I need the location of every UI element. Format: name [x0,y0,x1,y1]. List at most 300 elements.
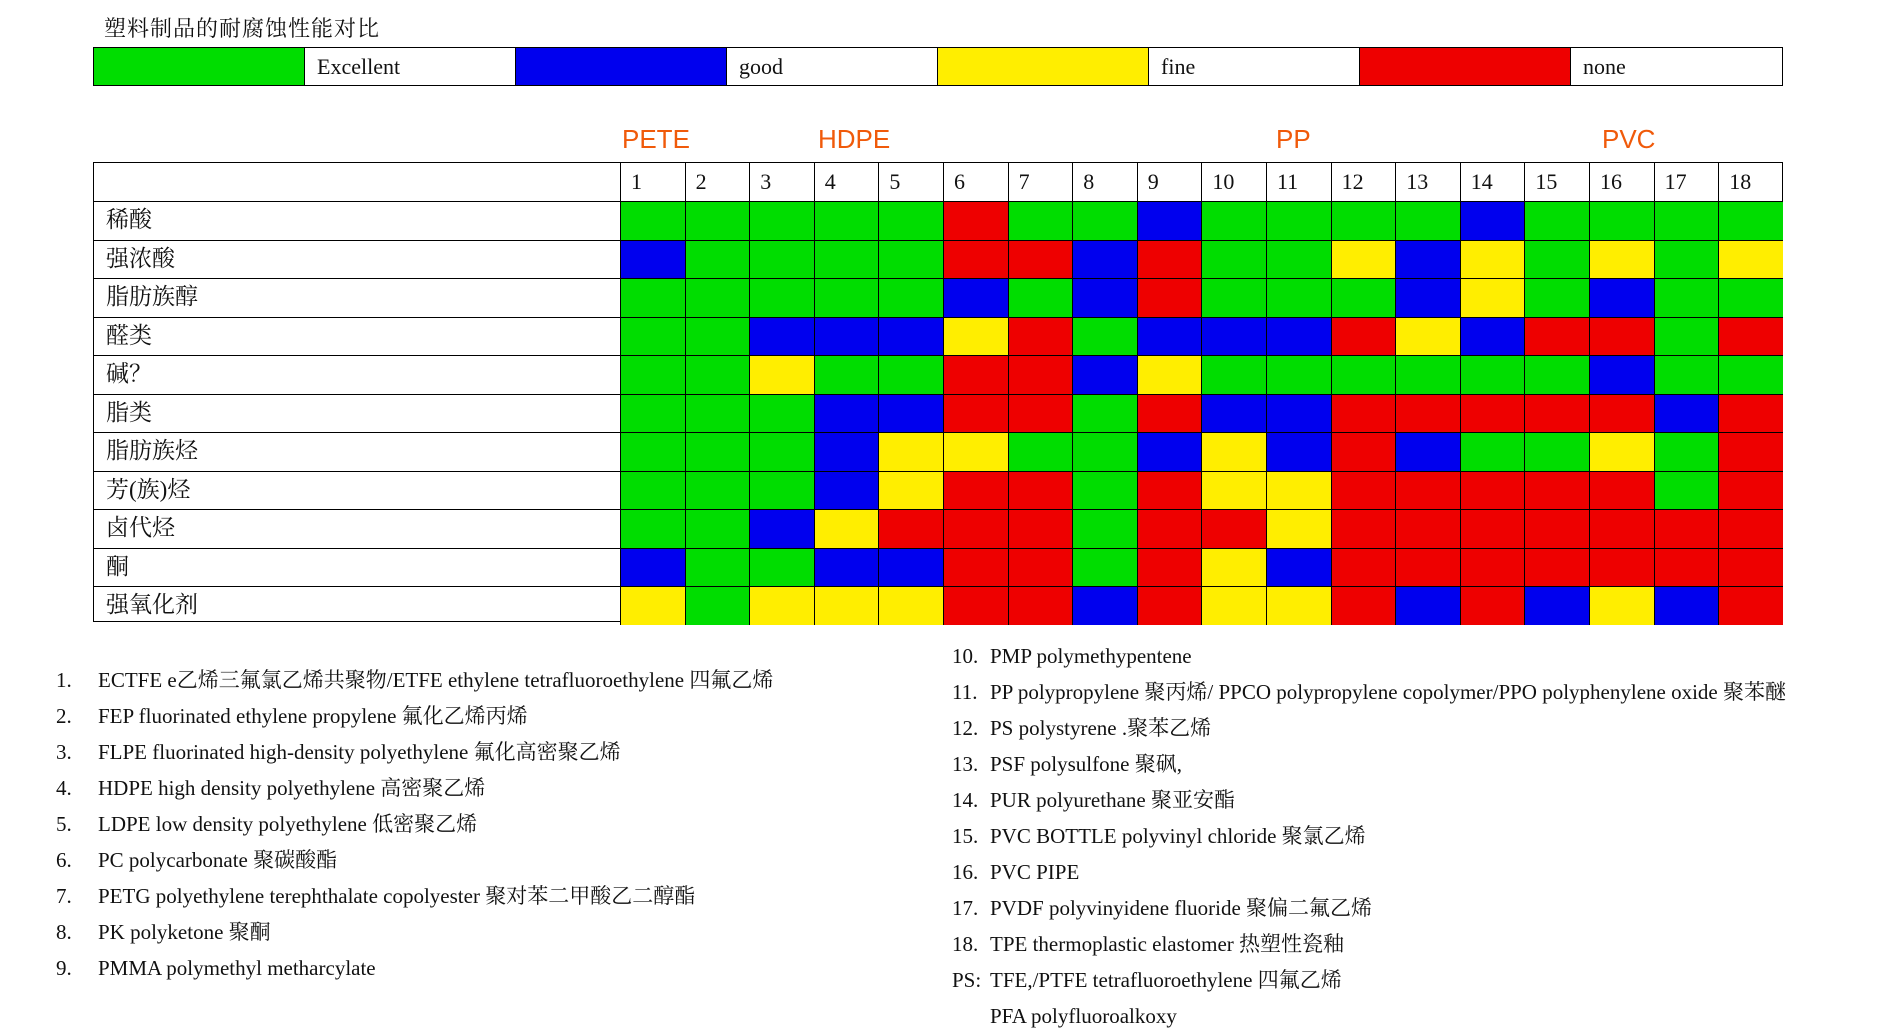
rating-cell-excellent [1654,279,1719,317]
rating-cell-good [1072,241,1137,279]
note-text: FLPE fluorinated high-density polyethylene 氟化高密聚乙烯 [98,740,621,764]
rating-cell-none [943,587,1008,625]
rating-cell-excellent [1718,202,1783,240]
rating-cell-excellent [685,241,750,279]
rating-cell-excellent [620,202,685,240]
rating-cell-excellent [1072,472,1137,510]
rating-cell-good [1395,433,1460,471]
rating-cell-none [1137,472,1202,510]
rating-cell-excellent [814,241,879,279]
rating-cell-good [1589,279,1654,317]
rating-cell-good [1072,279,1137,317]
rating-cell-fine [1137,356,1202,394]
legend-swatch-fine [938,48,1149,85]
note-text: PVC PIPE [990,860,1080,884]
rating-cell-excellent [878,279,943,317]
rating-cell-excellent [814,202,879,240]
note-number: 2. [56,704,72,728]
group-label-hdpe: HDPE [818,124,891,154]
note-item [56,698,773,734]
rating-cell-none [1137,510,1202,548]
note-number: 12. [952,716,979,740]
rating-cell-excellent [685,587,750,625]
row-label: 稀酸 [106,207,152,232]
rating-cell-excellent [814,279,879,317]
rating-cell-good [620,549,685,587]
rating-cell-excellent [1524,241,1589,279]
rating-cell-none [1008,549,1073,587]
rating-cell-excellent [1008,279,1073,317]
rating-cell-good [1654,395,1719,433]
rating-cell-none [1589,510,1654,548]
rating-cell-good [1654,587,1719,625]
rating-cell-fine [1589,241,1654,279]
rating-cell-good [1589,356,1654,394]
note-item [56,914,773,950]
rating-cell-excellent [620,318,685,356]
rating-cell-excellent [1008,433,1073,471]
note-text: PC polycarbonate 聚碳酸酯 [98,848,338,872]
table-row [94,317,1782,356]
rating-cell-none [1331,549,1396,587]
rating-cell-none [1718,549,1783,587]
row-label: 酮 [106,553,129,579]
row-label: 脂肪族醇 [106,284,198,309]
rating-cell-none [1460,587,1525,625]
row-label: 碱？ [106,361,152,386]
row-label: 芳(族)烃 [106,476,191,502]
rating-cell-none [1718,395,1783,433]
column-header: 1 [620,163,685,201]
rating-cell-none [1008,241,1073,279]
rating-cell-good [878,395,943,433]
rating-cell-fine [620,587,685,625]
rating-cell-good [1072,587,1137,625]
note-text: PVDF polyvinyidene fluoride 聚偏二氟乙烯 [990,896,1373,920]
rating-cell-none [943,241,1008,279]
rating-cell-none [1654,510,1719,548]
row-label: 脂肪族烃 [106,438,198,463]
rating-cell-excellent [749,202,814,240]
rating-cell-good [1395,241,1460,279]
note-item [952,818,1786,854]
note-number: 13. [952,752,979,776]
rating-cell-excellent [685,433,750,471]
rating-cell-fine [1201,433,1266,471]
rating-cell-none [1460,395,1525,433]
note-text: TFE,/PTFE tetrafluoroethylene 四氟乙烯 [990,968,1342,992]
table-row [94,278,1782,317]
rating-cell-none [1008,318,1073,356]
column-header: 18 [1718,163,1783,201]
rating-cell-good [814,395,879,433]
rating-cell-excellent [620,279,685,317]
rating-cell-excellent [878,202,943,240]
rating-cell-excellent [620,472,685,510]
rating-cell-excellent [1395,356,1460,394]
page-title: 塑料制品的耐腐蚀性能对比 [104,16,381,41]
rating-cell-none [1331,510,1396,548]
note-number: PS: [952,968,982,992]
legend-label-fine: fine [1149,48,1360,85]
column-header: 3 [749,163,814,201]
table-row [94,432,1782,471]
rating-cell-fine [943,433,1008,471]
legend-label-good: good [727,48,938,85]
row-label: 卤代烃 [106,515,175,540]
rating-cell-good [749,318,814,356]
rating-cell-excellent [878,241,943,279]
rating-cell-excellent [620,510,685,548]
rating-cell-good [620,241,685,279]
rating-cell-excellent [814,356,879,394]
rating-cell-fine [1266,510,1331,548]
rating-cell-none [1331,433,1396,471]
rating-cell-none [1008,395,1073,433]
rating-cell-none [1331,395,1396,433]
rating-cell-good [1460,318,1525,356]
rating-cell-good [1266,318,1331,356]
column-header: 17 [1654,163,1719,201]
rating-cell-good [1201,395,1266,433]
column-header: 6 [943,163,1008,201]
note-number: 8. [56,920,72,944]
rating-cell-none [1137,549,1202,587]
rating-cell-excellent [1072,433,1137,471]
note-item [56,878,773,914]
rating-cell-fine [1201,587,1266,625]
column-header: 5 [878,163,943,201]
note-item [952,890,1786,926]
note-item [952,782,1786,818]
rating-cell-good [1266,549,1331,587]
legend-swatch-none [1360,48,1571,85]
rating-cell-excellent [685,472,750,510]
rating-cell-excellent [1072,510,1137,548]
column-header: 16 [1589,163,1654,201]
rating-cell-none [943,202,1008,240]
rating-cell-fine [814,510,879,548]
rating-cell-excellent [1201,241,1266,279]
rating-cell-excellent [1524,433,1589,471]
note-text: TPE thermoplastic elastomer 热塑性瓷釉 [990,932,1345,956]
rating-cell-good [1137,202,1202,240]
note-text: PMMA polymethyl metharcylate [98,956,376,980]
rating-cell-fine [878,433,943,471]
row-label: 强氧化剂 [106,592,198,617]
rating-cell-excellent [1201,202,1266,240]
rating-cell-excellent [620,356,685,394]
rating-cell-excellent [1460,356,1525,394]
rating-cell-none [1524,510,1589,548]
note-item [952,854,1786,890]
rating-cell-good [814,318,879,356]
row-label: 强浓酸 [106,245,175,271]
rating-cell-fine [1718,241,1783,279]
note-item [56,734,773,770]
rating-cell-excellent [878,356,943,394]
legend-swatch-good [516,48,727,85]
note-number: 11. [952,680,978,704]
note-item [952,926,1786,962]
table-row [94,509,1782,548]
legend [93,47,1783,86]
rating-cell-excellent [1654,356,1719,394]
note-text: PFA polyfluoroalkoxy [990,1004,1177,1028]
note-number: 17. [952,896,979,920]
rating-cell-none [1718,510,1783,548]
rating-cell-excellent [1072,318,1137,356]
rating-cell-good [1266,395,1331,433]
rating-cell-excellent [685,549,750,587]
table-row [94,586,1782,625]
rating-cell-good [1137,433,1202,471]
rating-cell-excellent [1524,202,1589,240]
note-number: 14. [952,788,979,812]
note-number: 18. [952,932,979,956]
rating-cell-excellent [1524,356,1589,394]
rating-cell-none [1331,472,1396,510]
note-number: 4. [56,776,72,800]
rating-cell-none [1589,549,1654,587]
note-text: HDPE high density polyethylene 高密聚乙烯 [98,776,486,800]
rating-cell-excellent [1460,433,1525,471]
rating-cell-excellent [1266,279,1331,317]
legend-label-none: none [1583,54,1626,79]
column-header: 11 [1266,163,1331,201]
rating-cell-excellent [1331,279,1396,317]
rating-cell-excellent [1072,202,1137,240]
column-header: 4 [814,163,879,201]
rating-cell-excellent [685,395,750,433]
rating-cell-good [749,510,814,548]
rating-cell-fine [1331,241,1396,279]
rating-cell-good [1266,433,1331,471]
rating-cell-none [1137,395,1202,433]
rating-cell-excellent [749,472,814,510]
rating-cell-excellent [620,433,685,471]
column-header: 12 [1331,163,1396,201]
note-text: LDPE low density polyethylene 低密聚乙烯 [98,812,478,836]
rating-cell-none [1460,510,1525,548]
rating-cell-excellent [1718,356,1783,394]
note-text: PSF polysulfone 聚砜, [990,752,1182,776]
note-item [56,950,773,986]
rating-cell-good [1137,318,1202,356]
table-row [94,548,1782,587]
rating-cell-none [1008,510,1073,548]
rating-cell-fine [1395,318,1460,356]
note-number: 1. [56,668,72,692]
rating-cell-none [1718,587,1783,625]
rating-cell-none [1137,241,1202,279]
rating-cell-excellent [749,549,814,587]
note-item [56,662,773,698]
rating-cell-good [878,549,943,587]
rating-cell-none [1524,318,1589,356]
rating-cell-excellent [1266,202,1331,240]
table-row [94,471,1782,510]
note-number: 5. [56,812,72,836]
rating-cell-excellent [685,279,750,317]
rating-cell-fine [1460,241,1525,279]
column-header: 2 [685,163,750,201]
rating-cell-none [1331,318,1396,356]
rating-cell-good [878,318,943,356]
rating-cell-excellent [1654,318,1719,356]
column-header: 13 [1395,163,1460,201]
notes-right [952,638,1786,1034]
rating-cell-none [1524,395,1589,433]
note-text: PK polyketone 聚酮 [98,920,271,944]
rating-cell-none [1331,587,1396,625]
note-item [952,710,1786,746]
rating-cell-none [1008,472,1073,510]
rating-cell-none [1718,318,1783,356]
rating-cell-excellent [1589,202,1654,240]
rating-cell-excellent [1654,241,1719,279]
rating-cell-good [1201,318,1266,356]
note-number: 7. [56,884,72,908]
rating-cell-none [1460,472,1525,510]
note-text: PUR polyurethane 聚亚安酯 [990,788,1235,812]
note-text: PS polystyrene .聚苯乙烯 [990,716,1212,740]
rating-cell-none [1589,395,1654,433]
rating-cell-none [943,549,1008,587]
rating-cell-none [1589,318,1654,356]
note-text: ECTFE e乙烯三氟氯乙烯共聚物/ETFE ethylene tetrafluoroethylene 四氟乙烯 [98,668,774,692]
note-text: PETG polyethylene terephthalate copolyester 聚对苯二甲酸乙二醇酯 [98,884,696,908]
rating-cell-good [1072,356,1137,394]
rating-cell-none [1718,472,1783,510]
rating-cell-excellent [1266,356,1331,394]
rating-cell-none [1524,472,1589,510]
group-label-pp: PP [1276,124,1311,154]
column-header: 9 [1137,163,1202,201]
rating-cell-excellent [1201,279,1266,317]
rating-cell-excellent [1072,549,1137,587]
rating-cell-excellent [1395,202,1460,240]
rating-cell-good [1395,279,1460,317]
rating-cell-none [1395,549,1460,587]
rating-cell-excellent [1654,472,1719,510]
rating-cell-none [1460,549,1525,587]
note-item [952,962,1786,998]
rating-cell-none [943,356,1008,394]
rating-cell-excellent [1072,395,1137,433]
table-row [94,394,1782,433]
rating-cell-excellent [1266,241,1331,279]
rating-cell-none [1589,472,1654,510]
rating-cell-excellent [749,279,814,317]
rating-cell-none [878,510,943,548]
note-text: FEP fluorinated ethylene propylene 氟化乙烯丙烯 [98,704,528,728]
legend-swatch-excellent [94,48,305,85]
rating-cell-fine [878,472,943,510]
rating-cell-none [1008,587,1073,625]
rating-cell-fine [749,356,814,394]
row-label: 脂类 [106,399,152,425]
note-number: 9. [56,956,72,980]
rating-cell-fine [749,587,814,625]
rating-cell-fine [814,587,879,625]
rating-cell-good [1395,587,1460,625]
rating-cell-none [1137,279,1202,317]
note-item [952,674,1786,710]
rating-cell-excellent [620,395,685,433]
rating-cell-excellent [1718,279,1783,317]
column-header: 10 [1201,163,1266,201]
rating-cell-excellent [685,318,750,356]
rating-cell-none [1395,472,1460,510]
rating-cell-excellent [685,510,750,548]
rating-cell-excellent [685,356,750,394]
table-row [94,201,1782,240]
table-row [94,355,1782,394]
rating-cell-excellent [1201,356,1266,394]
rating-cell-excellent [1331,202,1396,240]
note-text: PVC BOTTLE polyvinyl chloride 聚氯乙烯 [990,824,1366,848]
note-item [56,806,773,842]
note-text: PP polypropylene 聚丙烯/ PPCO polypropylene copolymer/PPO polyphenylene oxide 聚苯醚 [990,680,1786,704]
rating-cell-good [1460,202,1525,240]
rating-cell-none [943,510,1008,548]
note-number: 16. [952,860,979,884]
rating-cell-excellent [1008,202,1073,240]
rating-cell-none [1008,356,1073,394]
note-item [56,770,773,806]
rating-cell-good [943,279,1008,317]
rating-cell-none [1718,433,1783,471]
rating-cell-fine [1266,587,1331,625]
note-text: PMP polymethypentene [990,644,1192,668]
rating-cell-excellent [1524,279,1589,317]
rating-cell-none [1524,549,1589,587]
note-item [56,842,773,878]
rating-cell-excellent [749,395,814,433]
resistance-table [93,162,1783,622]
rating-cell-fine [1201,549,1266,587]
rating-cell-good [814,433,879,471]
rating-cell-good [814,549,879,587]
note-number: 3. [56,740,72,764]
rating-cell-fine [1589,433,1654,471]
rating-cell-good [1524,587,1589,625]
rating-cell-fine [1266,472,1331,510]
rating-cell-fine [943,318,1008,356]
rating-cell-fine [1460,279,1525,317]
rating-cell-fine [1589,587,1654,625]
rating-cell-good [814,472,879,510]
note-item [952,746,1786,782]
column-header: 8 [1072,163,1137,201]
note-number: 15. [952,824,979,848]
row-label: 醛类 [106,322,152,348]
column-header: 14 [1460,163,1525,201]
rating-cell-excellent [1654,202,1719,240]
rating-cell-excellent [749,241,814,279]
column-header: 7 [1008,163,1073,201]
rating-cell-none [1201,510,1266,548]
rating-cell-fine [878,587,943,625]
rating-cell-none [943,395,1008,433]
rating-cell-excellent [1331,356,1396,394]
rating-cell-excellent [685,202,750,240]
note-item [952,998,1786,1034]
rating-cell-fine [1201,472,1266,510]
legend-label-excellent: Excellent [305,48,516,85]
rating-cell-none [1654,549,1719,587]
